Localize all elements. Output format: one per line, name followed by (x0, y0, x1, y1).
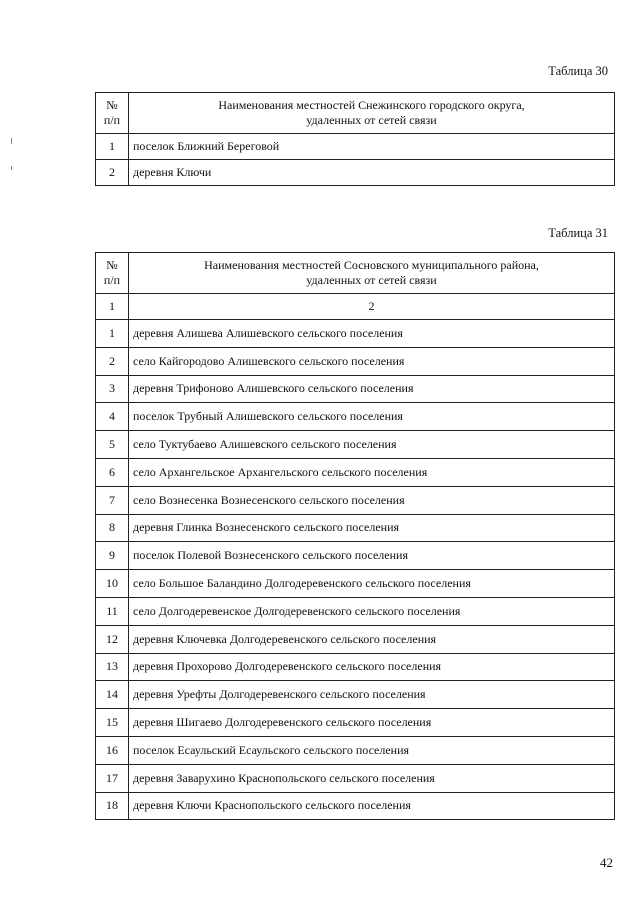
table-row (96, 653, 615, 681)
column-index-row (96, 294, 615, 320)
row-number: 10 (96, 570, 129, 598)
margin-mark (11, 138, 12, 144)
table-row (96, 134, 615, 160)
row-number: 16 (96, 736, 129, 764)
table-row (96, 458, 615, 486)
column-index-2: 2 (129, 294, 615, 320)
locality-name: село Архангельское Архангельского сельского поселения (129, 458, 615, 486)
locality-name: деревня Прохорово Долгодеревенского сельского поселения (129, 653, 615, 681)
table-row (96, 403, 615, 431)
locality-name: деревня Заварухино Краснопольского сельского поселения (129, 764, 615, 792)
table-row (96, 347, 615, 375)
locality-name: поселок Полевой Вознесенского сельского поселения (129, 542, 615, 570)
table-row (96, 431, 615, 459)
table-row (96, 514, 615, 542)
table-row (96, 160, 615, 186)
table-30 (95, 92, 615, 186)
table-row (96, 320, 615, 348)
row-number: 5 (96, 431, 129, 459)
table-row (96, 375, 615, 403)
locality-name: деревня Ключевка Долгодеревенского сельского поселения (129, 625, 615, 653)
table-row (96, 709, 615, 737)
table-row (96, 625, 615, 653)
table-row (96, 570, 615, 598)
locality-name: село Большое Баландино Долгодеревенского сельского поселения (129, 570, 615, 598)
locality-name: деревня Шигаево Долгодеревенского сельского поселения (129, 709, 615, 737)
table-row (96, 681, 615, 709)
locality-name: деревня Ключи (129, 160, 615, 186)
locality-name: село Туктубаево Алишевского сельского поселения (129, 431, 615, 459)
locality-name: село Долгодеревенское Долгодеревенского сельского поселения (129, 597, 615, 625)
locality-name: деревня Ключи Краснопольского сельского поселения (129, 792, 615, 820)
table-header-row (96, 93, 615, 134)
row-number: 14 (96, 681, 129, 709)
locality-name: село Кайгородово Алишевского сельского поселения (129, 347, 615, 375)
row-number: 3 (96, 375, 129, 403)
row-number: 6 (96, 458, 129, 486)
table-row (96, 486, 615, 514)
table-row (96, 792, 615, 820)
column-index-1: 1 (96, 294, 129, 320)
row-number: 4 (96, 403, 129, 431)
row-number: 9 (96, 542, 129, 570)
row-number: 11 (96, 597, 129, 625)
row-number: 13 (96, 653, 129, 681)
table-31 (95, 252, 615, 820)
row-number: 12 (96, 625, 129, 653)
row-number: 7 (96, 486, 129, 514)
header-number: № п/п (96, 93, 129, 134)
page-number: 42 (600, 855, 613, 870)
header-name: Наименования местностей Снежинского городского округа, удаленных от сетей связи (129, 93, 615, 134)
table-header-row (96, 253, 615, 294)
table-row (96, 764, 615, 792)
locality-name: поселок Трубный Алишевского сельского поселения (129, 403, 615, 431)
locality-name: село Вознесенка Вознесенского сельского поселения (129, 486, 615, 514)
row-number: 1 (96, 134, 129, 160)
margin-mark (11, 166, 12, 170)
table-row (96, 542, 615, 570)
row-number: 15 (96, 709, 129, 737)
locality-name: деревня Алишева Алишевского сельского поселения (129, 320, 615, 348)
row-number: 17 (96, 764, 129, 792)
header-number: № п/п (96, 253, 129, 294)
table-30-caption: Таблица 30 (548, 64, 608, 78)
row-number: 8 (96, 514, 129, 542)
row-number: 1 (96, 320, 129, 348)
locality-name: поселок Ближний Береговой (129, 134, 615, 160)
header-name: Наименования местностей Сосновского муниципального района, удаленных от сетей связи (129, 253, 615, 294)
locality-name: деревня Глинка Вознесенского сельского поселения (129, 514, 615, 542)
table-row (96, 736, 615, 764)
locality-name: деревня Трифоново Алишевского сельского поселения (129, 375, 615, 403)
table-31-caption: Таблица 31 (548, 226, 608, 240)
row-number: 2 (96, 347, 129, 375)
locality-name: поселок Есаульский Есаульского сельского поселения (129, 736, 615, 764)
row-number: 2 (96, 160, 129, 186)
locality-name: деревня Урефты Долгодеревенского сельского поселения (129, 681, 615, 709)
row-number: 18 (96, 792, 129, 820)
table-row (96, 597, 615, 625)
